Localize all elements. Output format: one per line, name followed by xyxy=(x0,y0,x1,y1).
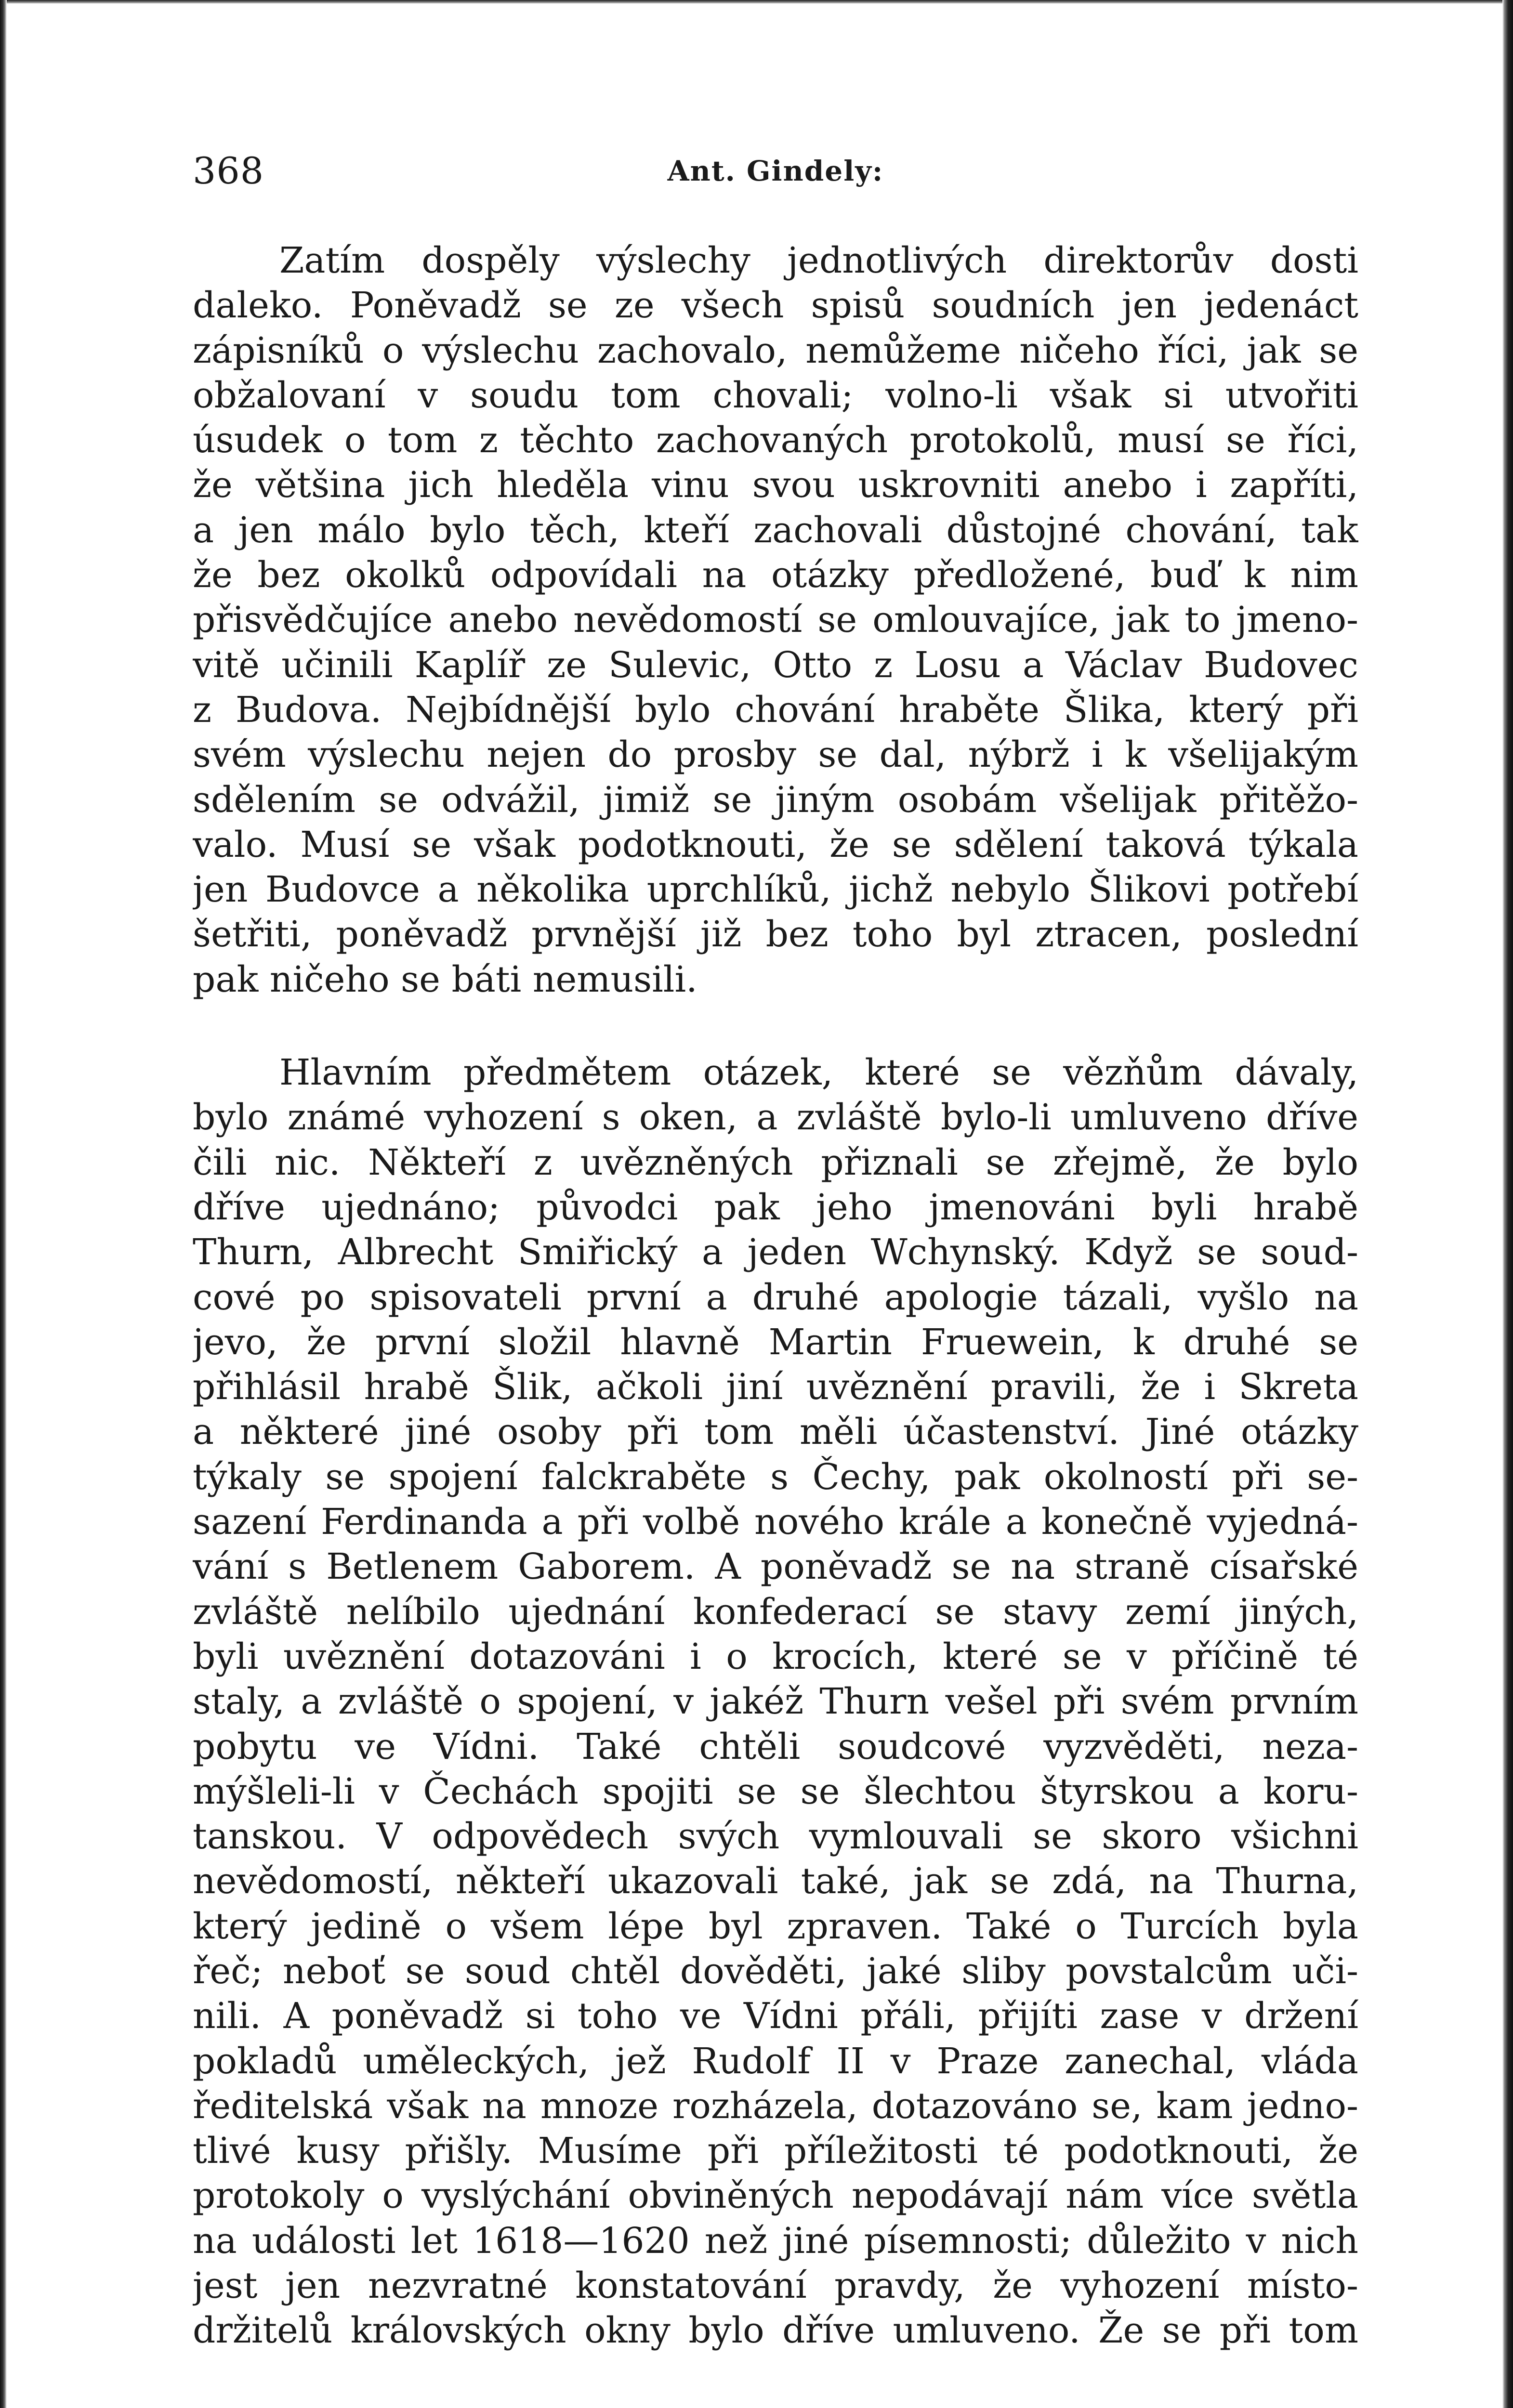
page-number: 368 xyxy=(193,149,264,192)
text-line: sdělením se odvážil, jimiž se jiným osobám všelijak přitěžo- xyxy=(193,779,1358,821)
text-line: že většina jich hleděla vinu svou uskrovniti anebo i zapříti, xyxy=(193,464,1358,506)
body-text xyxy=(193,238,1358,2354)
text-line: čili nic. Někteří z uvězněných přiznali se zřejmě, že bylo xyxy=(193,1141,1358,1183)
text-line: cové po spisovateli první a druhé apologie tázali, vyšlo na xyxy=(193,1276,1358,1318)
text-line: přisvědčujíce anebo nevědomostí se omlouvajíce, jak to jmeno- xyxy=(193,599,1358,641)
paragraph-gap xyxy=(193,1002,1358,1050)
scan-edge-right xyxy=(1502,0,1513,2408)
scan-edge-left xyxy=(0,0,7,2408)
page-header xyxy=(193,144,1358,197)
paragraph-2 xyxy=(193,1050,1358,2354)
text-line: řeč; neboť se soud chtěl dověděti, jaké sliby povstalcům uči- xyxy=(193,1950,1358,1992)
text-line: pokladů uměleckých, jež Rudolf II v Praze zanechal, vláda xyxy=(193,2040,1358,2082)
text-line: šetřiti, poněvadž prvnější již bez toho byl ztracen, poslední xyxy=(193,914,1358,955)
text-line: přihlásil hrabě Šlik, ačkoli jiní uvěznění pravili, že i Skreta xyxy=(193,1366,1358,1408)
text-line: daleko. Poněvadž se ze všech spisů soudních jen jedenáct xyxy=(193,285,1358,327)
text-line: z Budova. Nejbídnější bylo chování hraběte Šlika, který při xyxy=(193,689,1358,731)
running-head: Ant. Gindely: xyxy=(667,155,884,187)
text-line: obžalovaní v soudu tom chovali; volno-li však si utvořiti xyxy=(193,374,1358,416)
text-line: Zatím dospěly výslechy jednotlivých direktorův dosti xyxy=(279,240,1358,281)
text-line: ředitelská však na mnoze rozházela, dotazováno se, kam jedno- xyxy=(193,2085,1358,2127)
text-line: sazení Ferdinanda a při volbě nového krále a konečně vyjedná- xyxy=(193,1501,1358,1543)
text-line: dříve ujednáno; původci pak jeho jmenováni byli hrabě xyxy=(193,1186,1358,1228)
text-line: Hlavním předmětem otázek, které se vězňům dávaly, xyxy=(279,1052,1358,1094)
text-line: protokoly o vyslýchání obviněných nepodávají nám více světla xyxy=(193,2175,1358,2217)
text-line: na události let 1618—1620 než jiné písemnosti; důležito v nich xyxy=(193,2220,1358,2262)
text-line: nevědomostí, někteří ukazovali také, jak se zdá, na Thurna, xyxy=(193,1860,1358,1902)
text-line: pobytu ve Vídni. Také chtěli soudcové vyzvěděti, neza- xyxy=(193,1726,1358,1767)
text-line: valo. Musí se však podotknouti, že se sdělení taková týkala xyxy=(193,824,1358,865)
text-line: zápisníků o výslechu zachovalo, nemůžeme ničeho říci, jak se xyxy=(193,329,1358,371)
text-line: vitě učinili Kaplíř ze Sulevic, Otto z Losu a Václav Budovec xyxy=(193,644,1358,686)
text-line: svém výslechu nejen do prosby se dal, nýbrž i k všelijakým xyxy=(193,734,1358,776)
text-line: mýšleli-li v Čechách spojiti se se šlechtou štyrskou a koru- xyxy=(193,1770,1358,1812)
paragraph-1 xyxy=(193,238,1358,1002)
text-line: tanskou. V odpovědech svých vymlouvali se skoro všichni xyxy=(193,1816,1358,1858)
text-line: vání s Betlenem Gaborem. A poněvadž se na straně císařské xyxy=(193,1546,1358,1588)
text-line: týkaly se spojení falckraběte s Čechy, pak okolností při se- xyxy=(193,1456,1358,1498)
text-line: a některé jiné osoby při tom měli účastenství. Jiné otázky xyxy=(193,1411,1358,1453)
text-line: byli uvěznění dotazováni i o krocích, které se v příčině té xyxy=(193,1636,1358,1677)
text-line: staly, a zvláště o spojení, v jakéž Thurn vešel při svém prvním xyxy=(193,1681,1358,1723)
text-line: a jen málo bylo těch, kteří zachovali důstojné chování, tak xyxy=(193,509,1358,551)
text-line: bylo známé vyhození s oken, a zvláště bylo-li umluveno dříve xyxy=(193,1097,1358,1139)
scan-edge-top xyxy=(0,0,1513,4)
text-line: který jedině o všem lépe byl zpraven. Také o Turcích byla xyxy=(193,1905,1358,1947)
text-line: že bez okolků odpovídali na otázky předložené, buď k nim xyxy=(193,554,1358,596)
text-line: jest jen nezvratné konstatování pravdy, že vyhození místo- xyxy=(193,2265,1358,2307)
text-line: jen Budovce a několika uprchlíků, jichž nebylo Šlikovi potřebí xyxy=(193,869,1358,911)
text-line: držitelů královských okny bylo dříve umluveno. Že se při tom xyxy=(193,2310,1358,2352)
text-line: úsudek o tom z těchto zachovaných protokolů, musí se říci, xyxy=(193,419,1358,461)
text-line: Thurn, Albrecht Smiřický a jeden Wchynský. Když se soud- xyxy=(193,1231,1358,1273)
text-line: zvláště nelíbilo ujednání konfederací se stavy zemí jiných, xyxy=(193,1591,1358,1633)
text-line: nili. A poněvadž si toho ve Vídni přáli, přijíti zase v držení xyxy=(193,1995,1358,2037)
text-line: pak ničeho se báti nemusili. xyxy=(193,958,697,1000)
text-line: tlivé kusy přišly. Musíme při příležitosti té podotknouti, že xyxy=(193,2130,1358,2172)
text-line: jevo, že první složil hlavně Martin Fruewein, k druhé se xyxy=(193,1321,1358,1363)
